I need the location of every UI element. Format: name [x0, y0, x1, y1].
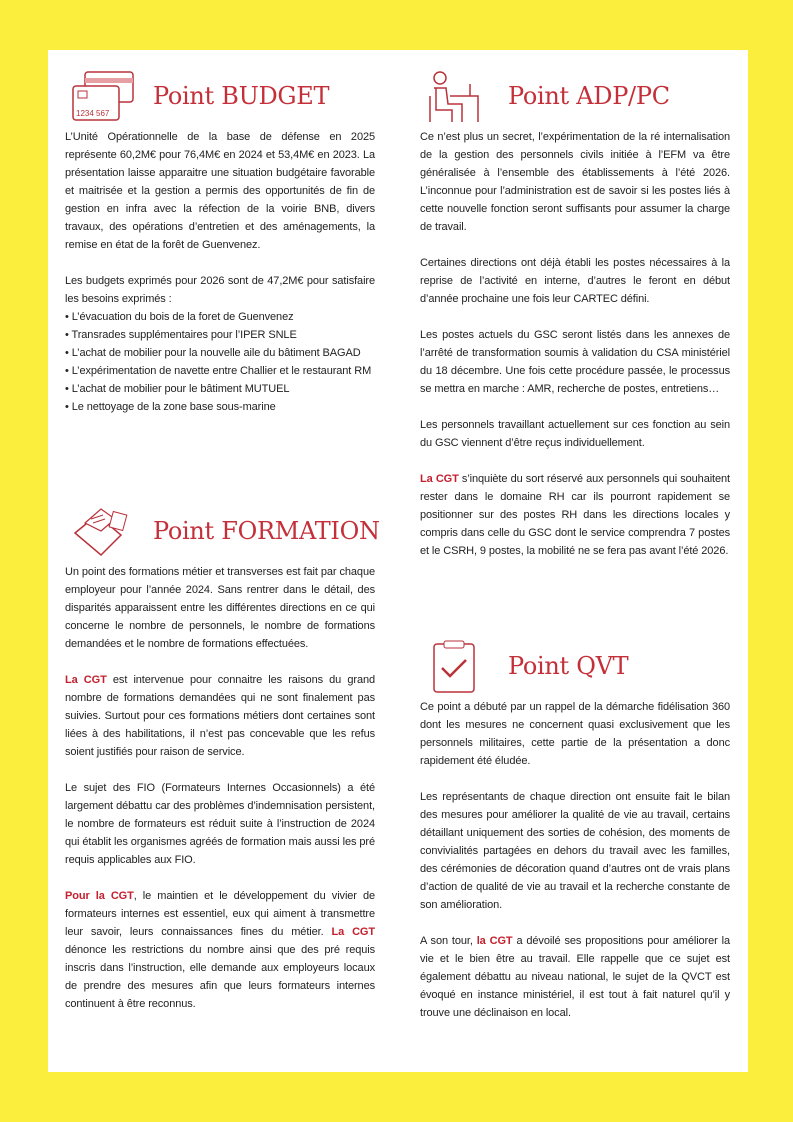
- list-item: [65, 398, 375, 416]
- section-body: [65, 563, 375, 1013]
- text-run: a dévoilé ses propositions pour améliorer la vie et le bien être au travail. Elle rappelle que ce sujet est également débattu au niveau national, le sujet de la QVCT est évoqué en instance ministériel, il est tout à fait naturel qu’il y trouve une déclinaison en local.: [420, 935, 730, 1019]
- text-run: Ce point a débuté par un rappel de la démarche fidélisation 360 dont les mesures ne concernent quasi exclusivement que les personnels militaires, cette partie de la présentation a donc rapidement été éludée.: [420, 701, 730, 767]
- text-run: Les représentants de chaque direction ont ensuite fait le bilan des mesures pour améliorer la qualité de vie au travail, certains détaillant uniquement des sorties de cohésion, des moments de convivialités partagées en dehors du travail avec les familles, des cérémonies de décoration quand d’autres ont de vrais plans d’action de qualité de vie au travail et la recherche constante de son amélioration.: [420, 791, 730, 911]
- text-run: Les personnels travaillant actuellement sur ces fonction au sein du GSC viennent d’être reçus individuellement.: [420, 419, 730, 449]
- clipboard-check-icon: [426, 640, 490, 694]
- section-formation: [65, 505, 380, 1031]
- paragraph: [420, 326, 730, 398]
- section-body: [420, 698, 730, 1022]
- text-run: • Le nettoyage de la zone base sous-marine: [65, 401, 276, 413]
- text-run: Ce n’est plus un secret, l’expérimentation de la ré internalisation de la gestion des personnels civils initiée à l’EFM va être généralisée à l’ensemble des établissements à l’été 2026. L’inconnue pour l’administration est de savoir si les postes liés à cette nouvelle fonction seront suffisants pour assumer la charge de travail.: [420, 131, 730, 233]
- paragraph: [420, 788, 730, 914]
- section-title: Point BUDGET: [153, 82, 330, 110]
- text-run: • L’évacuation du bois de la foret de Guenvenez: [65, 311, 294, 323]
- list-item: [65, 272, 375, 308]
- section-budget: [65, 70, 375, 416]
- text-run: s’inquiète du sort réservé aux personnels qui souhaitent rester dans le domaine RH car ils pourront rapidement se positionner sur des postes RH dans les directions locales y compris dans celle du GSC dont le service comprendra 7 postes et le CSRH, 9 postes, la mobilité ne se fera pas avant l’été 2026.: [420, 473, 731, 557]
- paragraph: [65, 779, 375, 869]
- text-run: est intervenue pour connaitre les raisons du grand nombre de formations demandées qui ne sont finalement pas suivies. Surtout pour ces formations métiers dont certaines sont liées à des habilitations, il n’est pas concevable que les refus soient justifiés pour raison de service.: [65, 674, 375, 758]
- text-run: • L’achat de mobilier pour le bâtiment MUTUEL: [65, 383, 290, 395]
- section-title: Point ADP/PC: [508, 82, 670, 110]
- paragraph: [65, 128, 375, 254]
- section-qvt: [420, 640, 730, 1040]
- text-run: L’Unité Opérationnelle de la base de défense en 2025 représente 60,2M€ pour 76,4M€ en 2024 et 53,4M€ en 2023. La présentation laisse apparaitre une situation budgétaire favorable et maitrisée et la gestion a permis des opportunités de fin de gestion en infra avec la réfection de la voirie BNB, divers travaux, des opérations d’entretien et des aménagements, la remise en état de la forêt de Guenvenez.: [65, 131, 375, 251]
- section-title: Point FORMATION: [153, 517, 380, 545]
- section-adp-pc: [420, 70, 730, 578]
- text-run: Un point des formations métier et transverses est fait par chaque employeur pour l’année 2024. Sans rentrer dans le détail, des disparités apparaissent entre les différentes directions en ce qui concerne le nombre de personnels, le nombre de formations demandées et le nombre de formations effectuées.: [65, 566, 375, 650]
- paragraph: [65, 887, 375, 1013]
- text-run: Les postes actuels du GSC seront listés dans les annexes de l’arrêté de transformation soumis à validation du CSA ministériel du 18 décembre. Une fois cette procédure passée, le processus se mettra en marche : AMR, recherche de postes, entretiens…: [420, 329, 730, 395]
- text-run: Le sujet des FIO (Formateurs Internes Occasionnels) a été largement débattu car des problèmes d’indemnisation persistent, le nombre de formateurs est réduit suite à l’instruction de 2024 qui établit les organismes agréés de formation mais aussi les pré requis applicables aux FIO.: [65, 782, 375, 866]
- documents-folder-icon: [71, 505, 135, 559]
- text-run: Les budgets exprimés pour 2026 sont de 47,2M€ pour satisfaire les besoins exprimés :: [65, 275, 375, 305]
- text-run: • L’achat de mobilier pour la nouvelle aile du bâtiment BAGAD: [65, 347, 361, 359]
- credit-card-icon: [71, 70, 135, 124]
- cgt-highlight: Pour la CGT: [65, 890, 134, 902]
- section-body: [65, 128, 375, 416]
- list-item: [65, 308, 375, 326]
- cgt-highlight: La CGT: [65, 674, 107, 686]
- text-run: A son tour,: [420, 935, 477, 947]
- paragraph: [65, 671, 375, 761]
- text-run: • L’expérimentation de navette entre Challier et le restaurant RM: [65, 365, 372, 377]
- cgt-highlight: La CGT: [331, 926, 375, 938]
- paragraph: [420, 698, 730, 770]
- list-item: [65, 326, 375, 344]
- person-at-desk-icon: [426, 70, 490, 124]
- list-item: [65, 362, 375, 380]
- list-item: [65, 380, 375, 398]
- paragraph: [420, 416, 730, 452]
- list-item: [65, 344, 375, 362]
- paragraph: [420, 128, 730, 236]
- section-title: Point QVT: [508, 652, 629, 680]
- text-run: Certaines directions ont déjà établi les postes nécessaires à la reprise de l’activité en interne, d’autres le feront en début d’année prochaine une fois leur CARTEC défini.: [420, 257, 730, 305]
- paragraph: [420, 470, 730, 560]
- paragraph: [65, 563, 375, 653]
- svg-text:1234 567: 1234 567: [76, 109, 110, 118]
- text-run: • Transrades supplémentaires pour l’IPER SNLE: [65, 329, 297, 341]
- section-body: [420, 128, 730, 560]
- paragraph: [420, 932, 730, 1022]
- cgt-highlight: la CGT: [476, 935, 513, 947]
- paragraph: [420, 254, 730, 308]
- text-run: dénonce les restrictions du nombre ainsi que des pré requis inscris dans l’instruction, elle demande aux employeurs locaux de prendre des mesures afin que leurs formateurs internes continuent à être reconnus.: [65, 944, 375, 1010]
- text-run: , le maintien et le développement du vivier de formateurs internes est essentiel, eux qui aiment à transmettre leur savoir, leurs connaissances fines du métier.: [65, 890, 375, 938]
- cgt-highlight: La CGT: [420, 473, 459, 485]
